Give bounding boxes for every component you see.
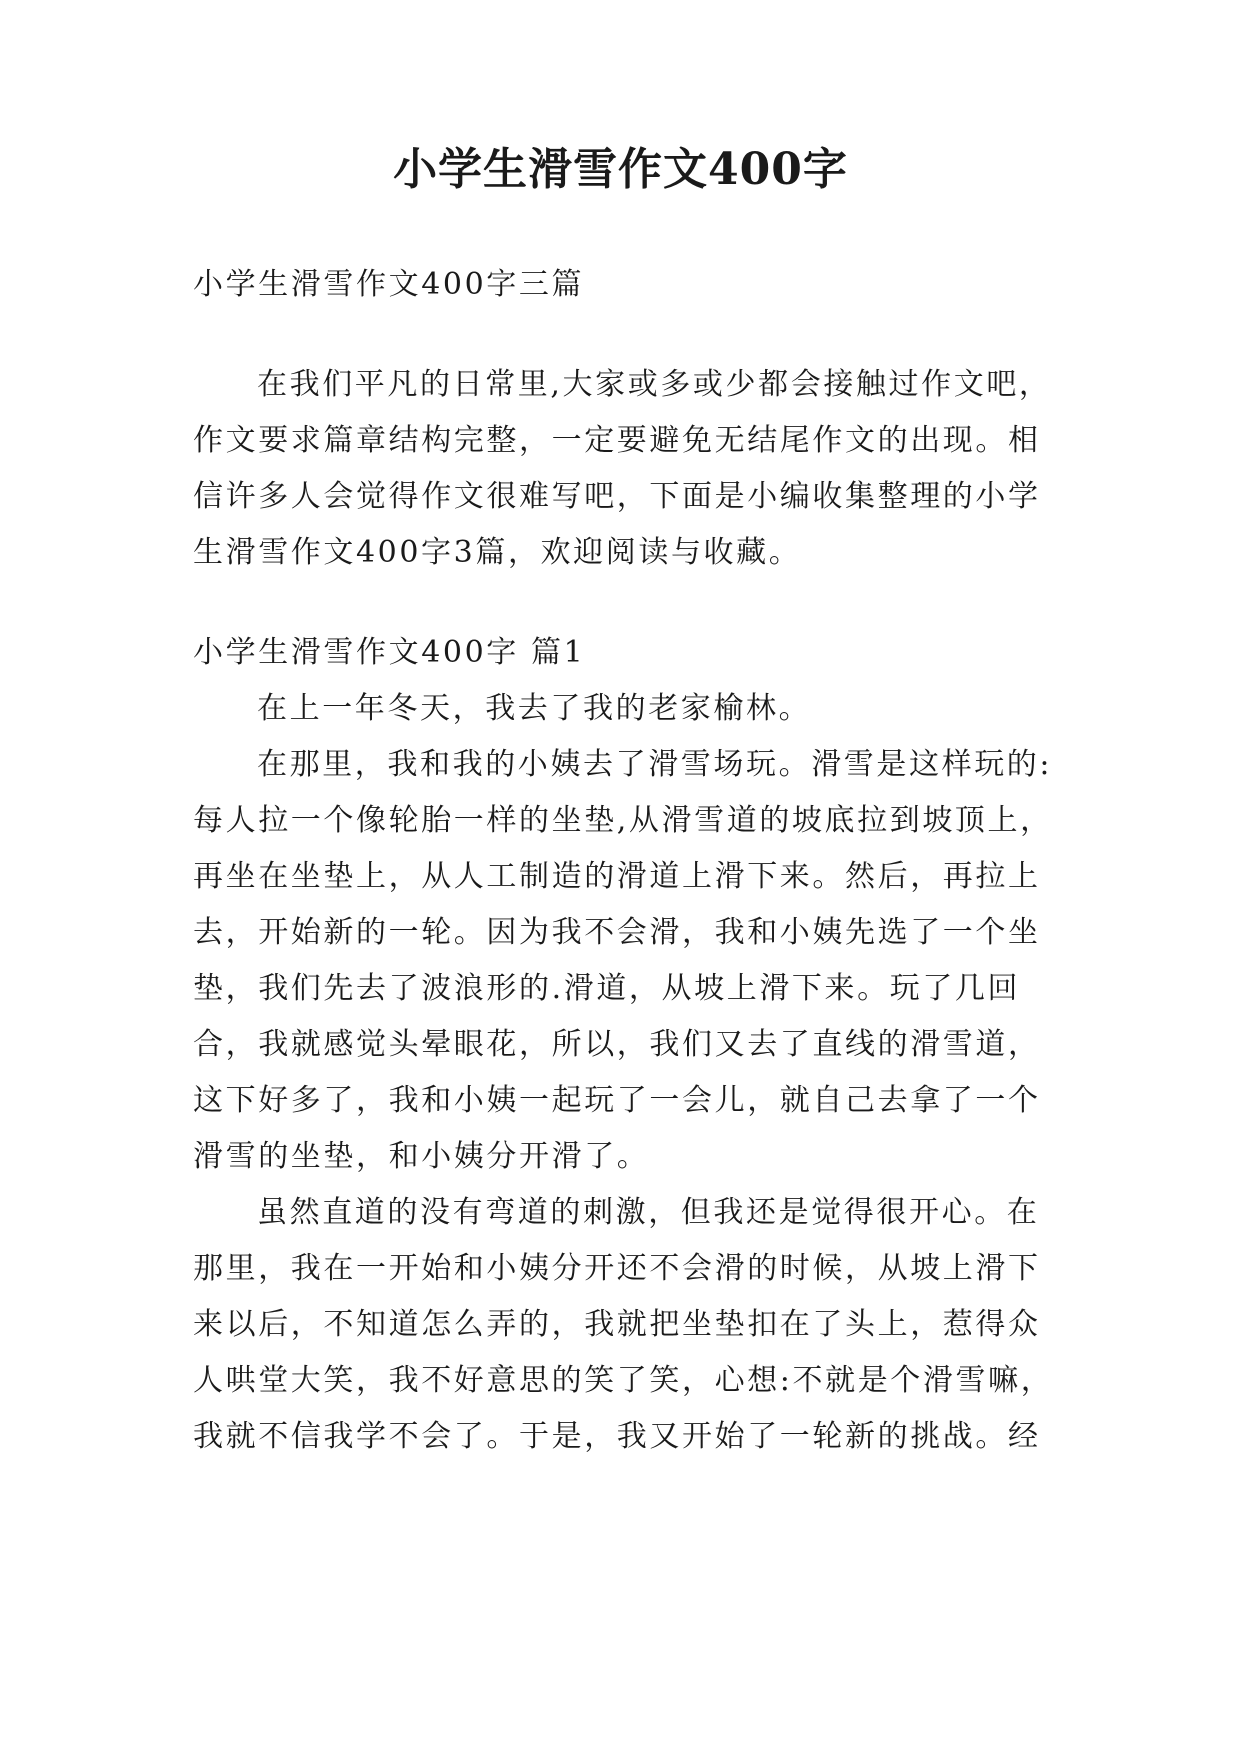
intro-line: 在我们平凡的日常里,大家或多或少都会接触过作文吧， bbox=[257, 367, 1052, 402]
section-heading: 小学生滑雪作文400字 篇1 bbox=[193, 635, 586, 670]
document-subtitle: 小学生滑雪作文400字三篇 bbox=[193, 267, 585, 302]
body-line: 在上一年冬天，我去了我的老家榆林。 bbox=[257, 691, 812, 726]
body-line: 垫，我们先去了波浪形的.滑道，从坡上滑下来。玩了几回 bbox=[193, 971, 1021, 1006]
body-line: 去，开始新的一轮。因为我不会滑，我和小姨先选了一个坐 bbox=[193, 915, 1041, 950]
body-line: 这下好多了，我和小姨一起玩了一会儿，就自己去拿了一个 bbox=[193, 1083, 1041, 1118]
intro-line: 信许多人会觉得作文很难写吧，下面是小编收集整理的小学 bbox=[193, 479, 1041, 514]
body-line: 在那里，我和我的小姨去了滑雪场玩。滑雪是这样玩的: bbox=[257, 747, 1053, 782]
body-line: 合，我就感觉头晕眼花，所以，我们又去了直线的滑雪道， bbox=[193, 1027, 1041, 1062]
body-line: 滑雪的坐垫，和小姨分开滑了。 bbox=[193, 1139, 650, 1174]
body-line: 每人拉一个像轮胎一样的坐垫,从滑雪道的坡底拉到坡顶上， bbox=[193, 803, 1053, 838]
body-line: 那里，我在一开始和小姨分开还不会滑的时候，从坡上滑下 bbox=[193, 1251, 1041, 1286]
body-line: 再坐在坐垫上，从人工制造的滑道上滑下来。然后，再拉上 bbox=[193, 859, 1041, 894]
document-title: 小学生滑雪作文400字 bbox=[393, 144, 848, 195]
body-line: 人哄堂大笑，我不好意思的笑了笑，心想:不就是个滑雪嘛， bbox=[193, 1363, 1054, 1398]
body-line: 我就不信我学不会了。于是，我又开始了一轮新的挑战。经 bbox=[193, 1419, 1041, 1454]
intro-line: 生滑雪作文400字3篇，欢迎阅读与收藏。 bbox=[193, 535, 802, 570]
body-line: 来以后，不知道怎么弄的，我就把坐垫扣在了头上，惹得众 bbox=[193, 1307, 1041, 1342]
body-line: 虽然直道的没有弯道的刺激，但我还是觉得很开心。在 bbox=[257, 1195, 1040, 1230]
intro-line: 作文要求篇章结构完整，一定要避免无结尾作文的出现。相 bbox=[193, 423, 1041, 458]
